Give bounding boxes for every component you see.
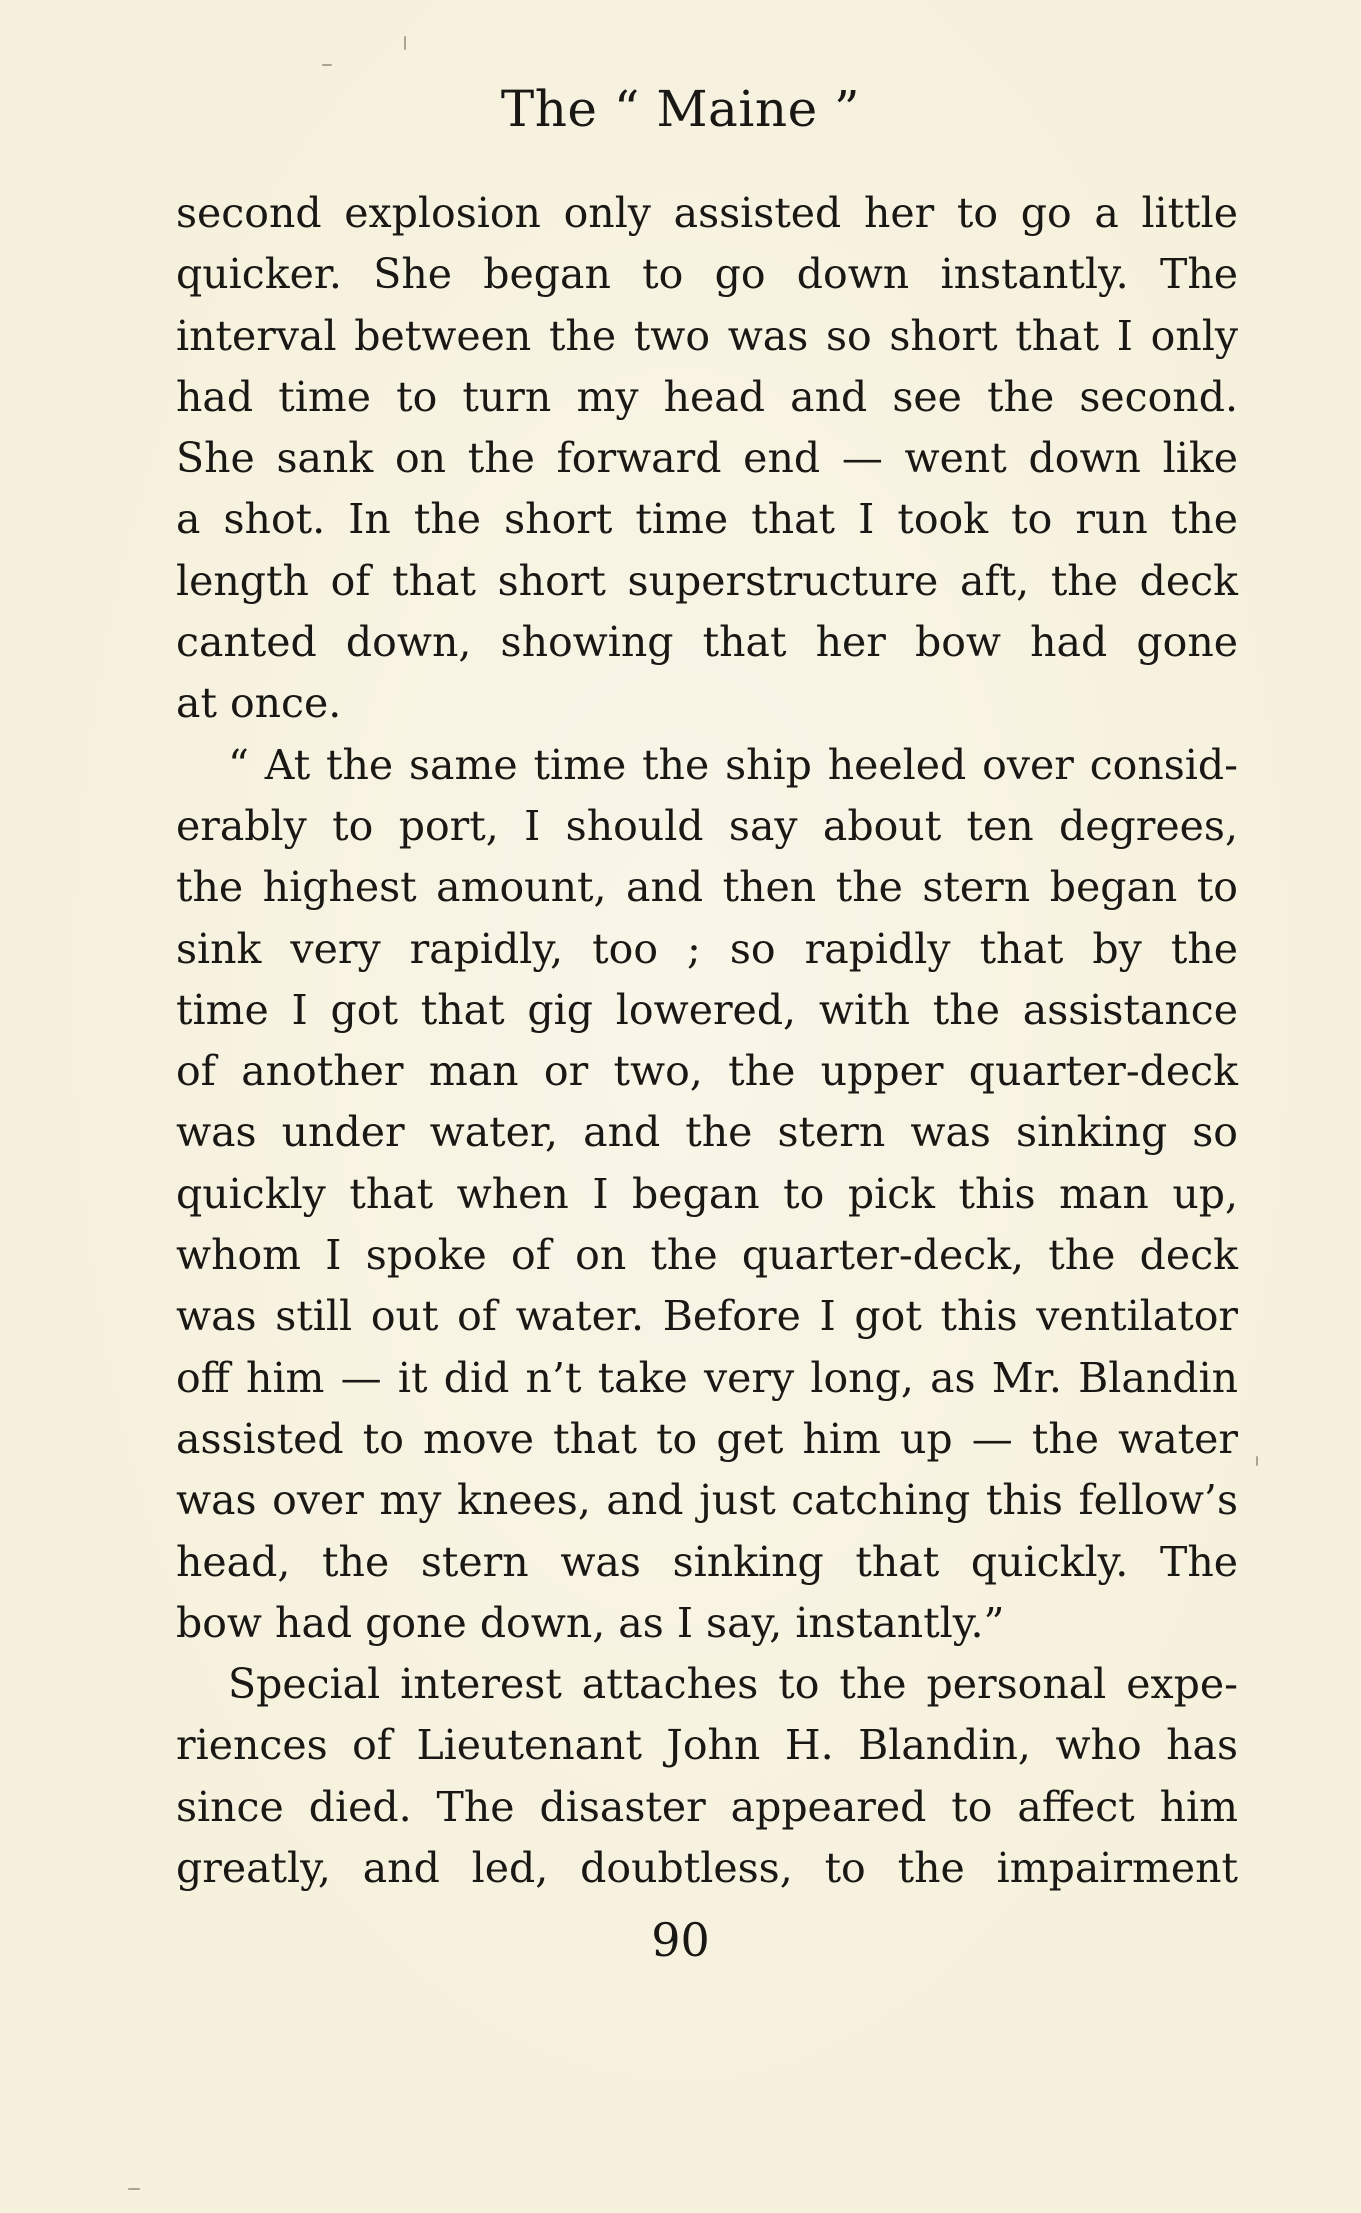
text-line: off him — it did n’t take very long, as Mr. Blandin <box>176 1353 1238 1402</box>
text-line: quicker. She began to go down instantly. The <box>176 250 1238 299</box>
text-line: at once. <box>176 679 342 728</box>
text-line: bow had gone down, as I say, instantly.” <box>176 1598 1005 1647</box>
body-text <box>176 183 1238 1899</box>
text-line: riences of Lieutenant John H. Blandin, who has <box>176 1721 1238 1770</box>
text-line: greatly, and led, doubtless, to the impairment <box>176 1844 1238 1893</box>
text-line: since died. The disaster appeared to affect him <box>176 1782 1238 1831</box>
text-line: was under water, and the stern was sinking so <box>176 1108 1238 1157</box>
print-speck <box>1256 1456 1258 1466</box>
print-speck <box>322 64 332 66</box>
text-line: a shot. In the short time that I took to run the <box>176 495 1238 544</box>
text-line: had time to turn my head and see the second. <box>176 372 1238 421</box>
text-line: Special interest attaches to the personal expe- <box>228 1660 1238 1709</box>
text-line: sink very rapidly, too ; so rapidly that by the <box>176 924 1238 973</box>
text-line: canted down, showing that her bow had gone <box>176 618 1238 667</box>
page-number: 90 <box>651 1913 710 1967</box>
text-line: the highest amount, and then the stern began to <box>176 863 1238 912</box>
text-line: interval between the two was so short that I only <box>176 311 1238 360</box>
print-speck <box>128 2188 140 2190</box>
running-head: The “ Maine ” <box>500 80 861 138</box>
text-line: second explosion only assisted her to go a little <box>176 189 1238 237</box>
text-line: assisted to move that to get him up — the water <box>176 1414 1238 1463</box>
text-line: was over my knees, and just catching this fellow’s <box>176 1476 1238 1525</box>
text-line: head, the stern was sinking that quickly. The <box>176 1537 1238 1586</box>
text-line: She sank on the forward end — went down like <box>176 434 1238 483</box>
text-line: was still out of water. Before I got this ventilator <box>176 1292 1238 1341</box>
text-line: time I got that gig lowered, with the assistance <box>176 985 1238 1034</box>
text-line: length of that short superstructure aft, the deck <box>176 556 1238 605</box>
text-line: erably to port, I should say about ten degrees, <box>176 801 1238 850</box>
text-line: of another man or two, the upper quarter-deck <box>176 1047 1238 1096</box>
text-line: “ At the same time the ship heeled over consid- <box>228 740 1238 789</box>
text-line: whom I spoke of on the quarter-deck, the deck <box>176 1231 1238 1280</box>
print-speck <box>404 36 406 50</box>
text-line: quickly that when I began to pick this man up, <box>176 1169 1238 1218</box>
